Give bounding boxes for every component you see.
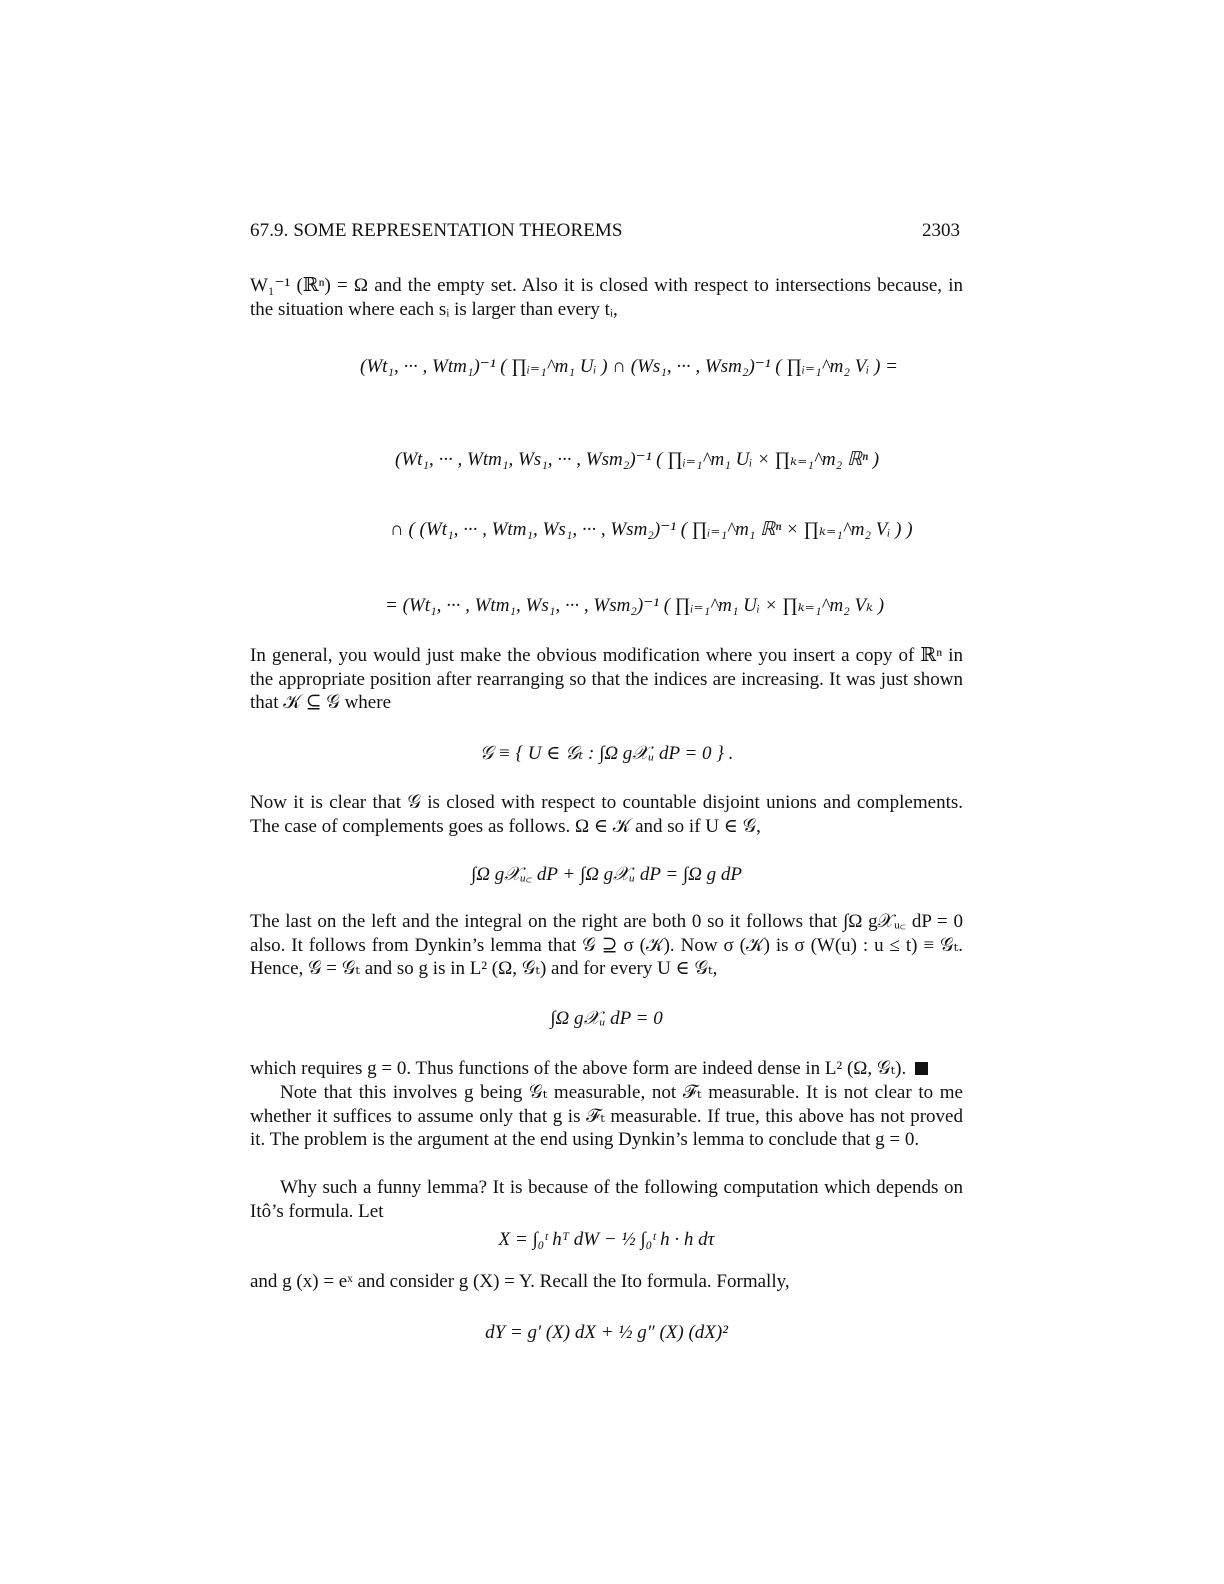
page-number: 2303 bbox=[922, 220, 960, 241]
paragraph: The last on the left and the integral on the right are both 0 so it follows that ∫Ω g𝒳ᵤ꜀ dP = 0 also. It follows from Dynkin’s lemma that 𝒢 ⊇ σ (𝒦). Now σ (𝒦) is σ (W(u) : u ≤ t) ≡ 𝒢ₜ. Hence, 𝒢 = 𝒢ₜ and so g is in L² (Ω, 𝒢ₜ) and for every U ∈ 𝒢ₜ, bbox=[250, 911, 963, 980]
paragraph: and g (x) = eˣ and consider g (X) = Y. Recall the Ito formula. Formally, bbox=[250, 1271, 790, 1292]
paragraph: In general, you would just make the obvious modification where you insert a copy of ℝⁿ in the appropriate position after rearranging so that the indices are increasing. It was just shown that 𝒦 ⊆ 𝒢 where bbox=[250, 645, 963, 714]
equation: dY = g′ (X) dX + ½ g″ (X) (dX)² bbox=[485, 1322, 728, 1343]
paragraph bbox=[250, 1057, 963, 1081]
equation: (Wt₁, ··· , Wtm₁)⁻¹ ( ∏ᵢ₌₁^m₁ Uᵢ ) ∩ (Ws₁, ··· , Wsm₂)⁻¹ ( ∏ᵢ₌₁^m₂ Vᵢ ) = bbox=[360, 356, 898, 377]
paragraph: Note that this involves g being 𝒢ₜ measurable, not ℱₜ measurable. It is not clear to me whether it suffices to assume only that g is ℱₜ measurable. If true, this above has not proved it. The problem is the argument at the end using Dynkin’s lemma to conclude that g = 0. bbox=[250, 1082, 963, 1151]
paragraph: Now it is clear that 𝒢 is closed with respect to countable disjoint unions and complements. The case of complements goes as follows. Ω ∈ 𝒦 and so if U ∈ 𝒢, bbox=[250, 792, 963, 837]
equation: X = ∫₀ᵗ hᵀ dW − ½ ∫₀ᵗ h · h dτ bbox=[498, 1229, 715, 1250]
paragraph-text: which requires g = 0. Thus functions of the above form are indeed dense in L² (Ω, 𝒢ₜ). bbox=[250, 1058, 907, 1079]
qed-icon bbox=[915, 1062, 928, 1075]
equation: (Wt₁, ··· , Wtm₁, Ws₁, ··· , Wsm₂)⁻¹ ( ∏ᵢ₌₁^m₁ Uᵢ × ∏ₖ₌₁^m₂ ℝⁿ ) bbox=[395, 449, 880, 470]
equation: 𝒢 ≡ { U ∈ 𝒢ₜ : ∫Ω g𝒳ᵤ dP = 0 } . bbox=[479, 743, 734, 764]
running-header: 67.9. SOME REPRESENTATION THEOREMS bbox=[250, 220, 623, 241]
equation: = (Wt₁, ··· , Wtm₁, Ws₁, ··· , Wsm₂)⁻¹ ( ∏ᵢ₌₁^m₁ Uᵢ × ∏ₖ₌₁^m₂ Vₖ ) bbox=[385, 595, 885, 616]
equation: ∫Ω g𝒳ᵤ꜀ dP + ∫Ω g𝒳ᵤ dP = ∫Ω g dP bbox=[471, 864, 742, 885]
paragraph: W₁⁻¹ (ℝⁿ) = Ω and the empty set. Also it is closed with respect to intersections because, in the situation where each sᵢ is larger than every tᵢ, bbox=[250, 275, 963, 320]
equation: ∫Ω g𝒳ᵤ dP = 0 bbox=[550, 1008, 663, 1029]
equation: ∩ ( (Wt₁, ··· , Wtm₁, Ws₁, ··· , Wsm₂)⁻¹ ( ∏ᵢ₌₁^m₁ ℝⁿ × ∏ₖ₌₁^m₂ Vᵢ ) ) bbox=[390, 519, 913, 540]
paragraph: Why such a funny lemma? It is because of the following computation which depends on Itô’s formula. Let bbox=[250, 1177, 963, 1222]
